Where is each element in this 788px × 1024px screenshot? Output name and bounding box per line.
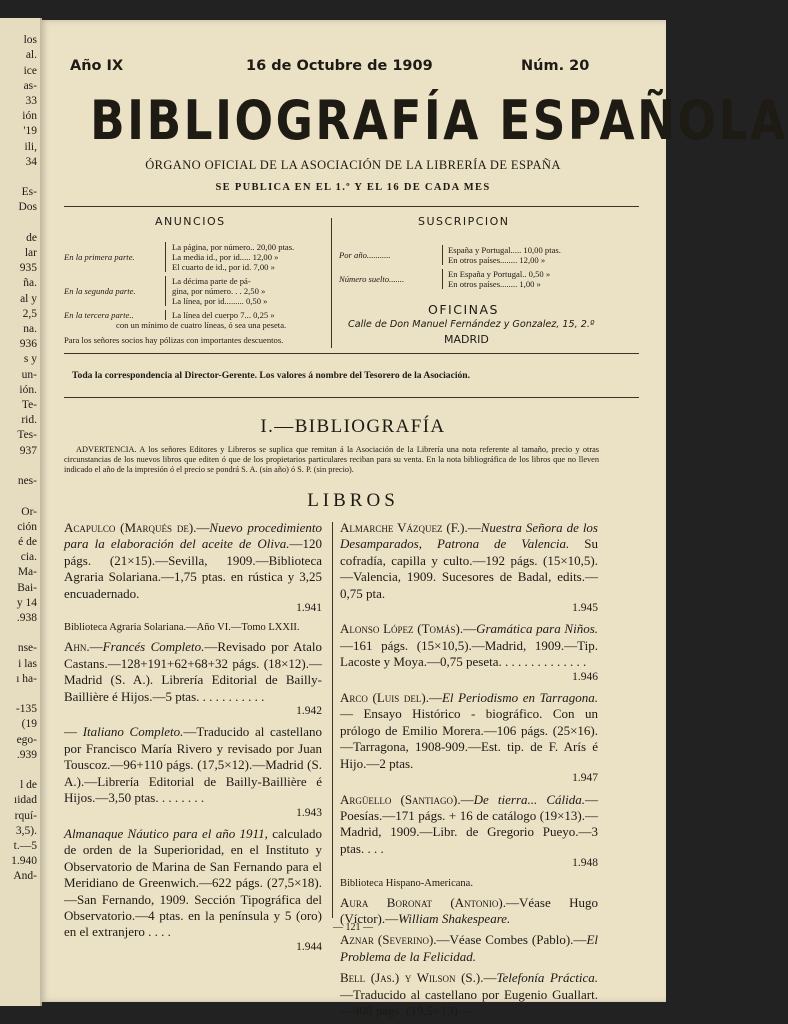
book-entry [64,826,322,955]
anuncios-heading: ANUNCIOS [155,215,226,228]
prev-page-fragment: na. [23,323,37,336]
part1-rates [165,242,294,272]
prev-page-fragment: Or- [21,505,37,518]
rate-line: En España y Portugal.. 0,50 » [448,269,551,279]
prev-page-fragment: ili, [24,140,37,153]
entry-author: Almarche Vázquez (F.).— [340,520,481,535]
entry-rest: —Traducido al castellano por Eugenio Guallart.—408 págs. (19,5×13).— [340,986,598,1018]
entry-rest: —161 págs. (15×10,5).—Madrid, 1909.—Tip. Lacoste y Moya.—0,75 peseta. . . . . . . . . . . . . . [340,637,598,670]
rate-line: La línea, por id......... 0,50 » [172,296,268,306]
entry-title: Nuevo procedimiento para la elaboración del aceite de Oliva. [64,520,322,552]
part3-rate: La línea del cuerpo 7... 0,25 » [165,310,275,320]
book-entry [340,690,598,786]
book-entry [340,970,598,1019]
prev-page-fragment: 936 [19,338,37,351]
prev-page-fragment: rid. [21,414,37,427]
journal-page [40,20,788,1018]
book-entry [340,877,598,890]
issue-number: Núm. 20 [521,58,590,74]
prev-page-fragment [0,459,40,474]
prev-page-fragment [0,626,40,641]
prev-page-fragment: 2,5 [22,307,37,320]
book-entry [64,621,322,634]
office-address: Calle de Don Manuel Fernández y Gonzalez, 15, 2.º [348,319,595,330]
rate-line: En otros países........ 12,00 » [448,255,546,265]
part2-label: En la segunda parte. [64,286,136,296]
book-entry [340,621,598,685]
prev-page-fragment: al. [25,49,37,62]
prev-page-fragment: '19 [23,125,37,138]
prev-page-fragment: Ma- [17,566,37,579]
book-entry [340,932,598,965]
entry-title: Gramática para Niños. [476,621,599,637]
prev-page-fragment: ña. [23,277,37,290]
page-number: — 121 — [333,922,373,933]
masthead-subtitle: ÓRGANO OFICIAL DE LA ASOCIACIÓN DE LA LIBRERÍA DE ESPAÑA [145,158,561,172]
prev-page-fragment: ice [23,64,37,77]
prev-page-fragment: cia. [20,551,37,564]
book-entry [340,792,598,872]
prev-page-fragment: al y [20,292,37,305]
prev-page-fragment: (19 [21,718,37,731]
prev-page-fragment: Tes- [17,429,37,442]
entry-rest: calculado de orden de la Superioridad, en el Instituto y Observatorio de Marina de San Fernando para el Meridiano de Greenwich.—622 págs. (27,5×18).—San Fernando, 1909. Sección Tipográfica del Observatorio.—4 ptas. en la península y 5 (oro) en el extranjero . . . . [64,825,322,940]
rate-line: La media id., por id..... 12,00 » [172,252,279,262]
prev-page-fragment: as- [23,79,37,92]
entry-title: El Periodismo en Tarragona. [441,690,598,706]
entry-author: Alonso López (Tomás).— [340,621,477,637]
entry-rest: —Poesías.—171 págs. + 16 de catálogo (19×13).—Madrid, 1909.—Libr. de Gregorio Pueyo.—3 ptas. . . . [340,791,598,856]
prev-page-fragment: ión. [19,383,37,396]
entry-author: Ahn.— [64,639,103,655]
entry-number: 1.947 [572,772,598,785]
prev-page-fragment: .938 [16,611,37,624]
part3-minimum: con un mínimo de cuatro líneas, ó sea una peseta. [116,320,287,330]
entry-number: 1.946 [572,670,598,683]
correspondence-note: Toda la correspondencia al Director-Gerente. Los valores á nombre del Tesorero de la Asociación. [72,370,471,381]
prev-page-fragment: 937 [19,444,37,457]
column-divider [331,218,332,348]
prev-page-fragment: Es- [21,186,37,199]
section-title: I.—BIBLIOGRAFÍA [260,416,446,437]
divider [64,206,639,207]
entry-rest: Su cofradía, capilla y culto.—192 págs. (15×10,5).—Valencia, 1909. Sucesores de Badal, edits.—0,75 pta. [340,536,598,601]
entry-author: Aznar (Severino).— [340,932,450,948]
prev-page-fragment: Bai- [17,581,37,594]
prev-page-fragment: s y [23,353,37,366]
prev-page-fragment: -135 [15,703,37,716]
entry-author: Bell (Jas.) y Wilson (S.).— [340,970,497,986]
entry-rest: —120 págs. (21×15).—Sevilla, 1909.—Biblioteca Agraria Solariana.—1,75 ptas. en rústica y 3,25 encuadernado. [64,536,322,601]
prev-page-fragment [0,216,40,231]
prev-page-fragment: Te- [21,399,37,412]
rate-line: En otros países........ 1,00 » [448,279,541,289]
prev-page-fragment: 1.940 [11,855,37,868]
office-city: MADRID [444,333,489,346]
masthead-title: BIBLIOGRAFÍA ESPAÑOLA [90,89,788,152]
prev-page-fragment: 33 [25,95,37,108]
prev-page-fragment [0,687,40,702]
prev-page-fragment [0,170,40,185]
prev-page-fragment: Dos [18,201,37,214]
previous-page-edge [0,18,42,1006]
rate-line: España y Portugal..... 10,00 ptas. [448,245,561,255]
entry-number: 1.942 [296,705,322,718]
entry-title: Almanaque Náutico para el año 1911, [64,825,268,841]
entry-title: Italiano Completo. [82,724,184,740]
prev-page-fragment: un- [21,368,37,381]
prev-page-fragment: y 14 [16,596,37,609]
prev-page-fragment: ión [22,110,37,123]
prev-page-fragment [0,18,40,33]
prev-page-fragment: é de [18,535,37,548]
oficinas-heading: OFICINAS [428,302,499,317]
entry-author: Aura Boronat (Antonio).— [340,894,519,910]
entry-rest: Véase Combes (Pablo).— [449,932,587,948]
suscripcion-heading: SUSCRIPCION [418,215,510,228]
entry-title: De tierra... Cálida. [473,791,585,807]
entry-title: Francés Completo. [102,639,205,655]
entry-rest: —Traducido al castellano por Francisco María Rivero y revisado por Juan Touscoz.—96+110 págs. (17,5×12).—Madrid (S. A.).—Librería Editorial de Bailly-Baillière é Hijos.—3,50 ptas. . . . . . . . [64,724,323,806]
part2-rates [165,276,267,306]
entry-number: 1.941 [296,602,322,615]
rate-line: La página, por número.. 20,00 ptas. [172,242,295,252]
libros-heading: LIBROS [307,490,399,511]
prev-page-fragment [0,489,40,504]
entry-title2: William Shakespeare. [398,910,511,926]
entry-rest: —Revisado por Atalo Castans.—128+191+62+68+32 págs. (18×12).—Madrid (S. A.). Librería Editorial de Bailly-Baillière é Hijos.—5 ptas. . . . . . . . . . . [64,639,322,704]
advertencia-note: ADVERTENCIA. A los señores Editores y Libreros se suplica que remitan á la Asociación de la Librería una nota referente al tamaño, precio y otras circunstancias de los nuevos libros que editen ó que de los propietarios particulares reciban para su venta. En la nota bibliográfica de los libros que no lleven indicado el año de la impresión ó el precio se pondrá S. A. (sin año) ó S. P. (sin precio). [64,445,599,474]
issue-date: 16 de Octubre de 1909 [246,58,433,74]
prev-page-fragment [0,763,40,778]
prev-page-fragment: 935 [19,262,37,275]
right-column [340,520,598,1024]
divider [64,397,639,398]
entry-rest: Véase Hugo (Víctor).— [340,894,598,926]
book-entry [340,520,598,616]
entry-title2: El Problema de la Felicidad. [340,932,598,964]
book-entry [64,520,322,616]
entry-number: 1.944 [296,940,322,953]
left-column [64,520,322,960]
entry-number: 1.943 [296,806,322,819]
entry-rest: Biblioteca Agraria Solariana.—Año VI.—Tomo LXXII. [64,622,300,634]
prev-page-fragment: rquí- [14,809,37,822]
prev-page-fragment: nse- [17,642,37,655]
rate-line: La décima parte de pá- [172,276,251,286]
prev-page-fragment: ción [17,520,37,533]
prev-page-fragment: ıidad [14,794,37,807]
entry-author: Acapulco (Marqués de).— [64,520,210,535]
prev-page-fragment: i las [18,657,37,670]
part3-label: En la tercera parte.. [64,310,134,320]
prev-page-fragment: los [23,34,37,47]
prev-page-fragment: And- [13,870,37,883]
publication-schedule: SE PUBLICA EN EL 1.º Y EL 16 DE CADA MES [215,182,491,193]
prev-page-fragment: 3,5). [15,824,37,837]
prev-page-fragment: ı ha- [16,672,37,685]
discount-note: Para los señores socios hay pólizas con importantes descuentos. [64,335,284,345]
entry-rest: — Ensayo Histórico - biográfico. Con un prólogo de Emilio Morera.—106 págs. (25×16).—Tarragona, 1908-909.—Est. tip. de F. Arís é Hijo.—2 ptas. [340,706,598,771]
prev-page-fragment: nes- [17,475,37,488]
prev-page-fragment: .939 [16,748,37,761]
per-year-rates [442,245,561,265]
prev-page-fragment: 34 [25,155,37,168]
per-year-label: Por año........... [339,250,391,260]
entry-title: Nuestra Señora de los Desamparados, Patrona de Valencia. [340,520,598,552]
prev-page-fragment: ego- [16,733,37,746]
rate-line: gina, por número. . . 2,50 » [172,286,266,296]
year-label: Año IX [70,58,124,74]
prev-page-fragment: l de [20,779,37,792]
part1-label: En la primera parte. [64,252,135,262]
prev-page-fragment: lar [24,247,37,260]
prev-page-fragment: de [26,231,37,244]
column-divider [332,522,333,918]
entry-title: Telefonía Práctica. [496,970,598,986]
entry-author: Arco (Luis del).— [340,690,442,706]
rate-line: El cuarto de id., por id. 7,00 » [172,262,275,272]
entry-author: — [64,724,83,740]
entry-number: 1.945 [572,602,598,615]
book-entry [64,724,322,820]
entry-author: Argüello (Santiago).— [340,791,474,807]
entry-number: 1.948 [572,857,598,870]
entry-rest: Biblioteca Hispano-Americana. [340,877,473,889]
book-entry [64,639,322,719]
single-issue-rates [442,269,550,289]
single-issue-label: Número suelto....... [339,274,405,284]
prev-page-fragment: t.—5 [13,839,37,852]
divider [64,353,639,354]
